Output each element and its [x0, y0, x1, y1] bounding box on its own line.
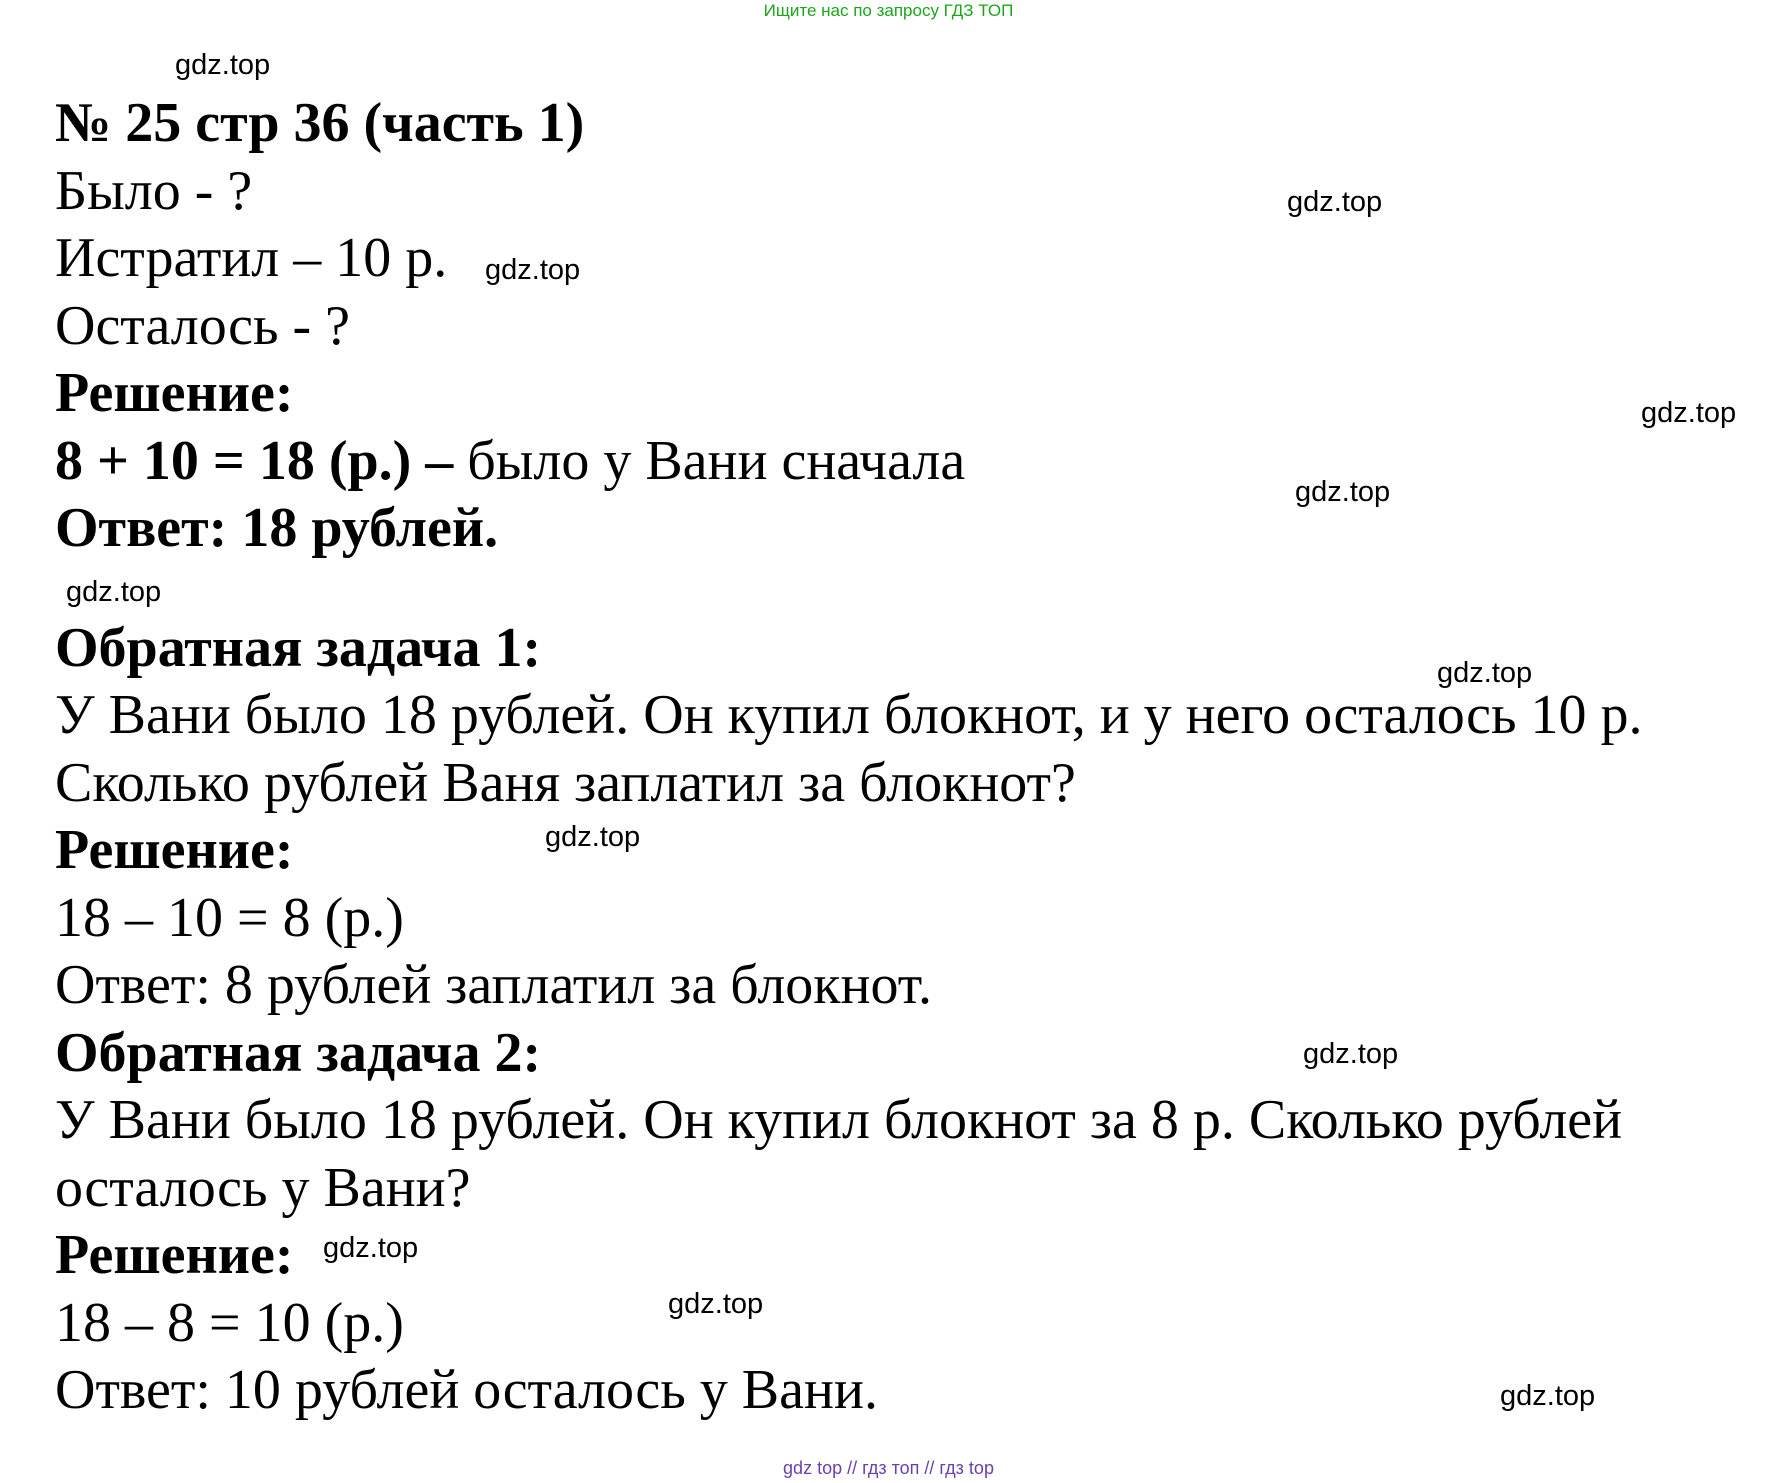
solution-label: Решение: — [55, 362, 294, 424]
inverse2-solution-label: Решение: — [55, 1224, 294, 1286]
inverse2-answer: Ответ: 10 рублей осталось у Вани. — [55, 1359, 878, 1421]
main-solution — [55, 428, 1745, 496]
inverse1-solution-label: Решение: — [55, 819, 294, 881]
inverse1-title: Обратная задача 1: — [55, 616, 542, 679]
watermark: gdz.top — [66, 576, 162, 608]
main-answer: Ответ: 18 рублей. — [55, 497, 499, 559]
main-solution-expression: 8 + 10 = 18 (р.) – — [55, 429, 454, 492]
inverse2-title: Обратная задача 2: — [55, 1021, 542, 1084]
inverse1-text-line1: У Вани было 18 рублей. Он купил блокнот, и у него осталось 10 р. — [55, 684, 1643, 746]
problem-title: № 25 стр 36 (часть 1) — [55, 92, 585, 154]
watermark: gdz.top — [1500, 1380, 1596, 1412]
footer: gdz top // гдз топ // гдз top — [783, 1458, 994, 1478]
main-solution-comment: было у Вани сначала — [453, 429, 966, 492]
inverse1-expression: 18 – 10 = 8 (р.) — [55, 886, 404, 949]
given-spent: Истратил – 10 р. — [55, 227, 448, 289]
spacer — [55, 563, 1745, 615]
inverse2-text-line1: У Вани было 18 рублей. Он купил блокнот за 8 р. Сколько рублей — [55, 1089, 1623, 1151]
watermark: gdz.top — [323, 1232, 419, 1264]
solution-content — [55, 90, 1745, 1425]
inverse2-text-line2: осталось у Вани? — [55, 1156, 471, 1219]
top-banner: Ищите нас по запросу ГДЗ ТОП — [763, 1, 1014, 20]
inverse2-expression: 18 – 8 = 10 (р.) — [55, 1291, 404, 1354]
watermark: gdz.top — [545, 821, 641, 853]
given-left: Осталось - ? — [55, 294, 351, 357]
watermark: gdz.top — [1295, 476, 1391, 508]
inverse1-answer: Ответ: 8 рублей заплатил за блокнот. — [55, 954, 932, 1016]
watermark: gdz.top — [1437, 657, 1533, 689]
watermark: gdz.top — [175, 49, 271, 81]
inverse1-text-line2: Сколько рублей Ваня заплатил за блокнот? — [55, 751, 1076, 814]
watermark: gdz.top — [1287, 186, 1383, 218]
watermark: gdz.top — [485, 254, 581, 286]
watermark: gdz.top — [668, 1288, 764, 1320]
watermark: gdz.top — [1641, 397, 1737, 429]
given-was: Было - ? — [55, 159, 253, 222]
watermark: gdz.top — [1303, 1038, 1399, 1070]
